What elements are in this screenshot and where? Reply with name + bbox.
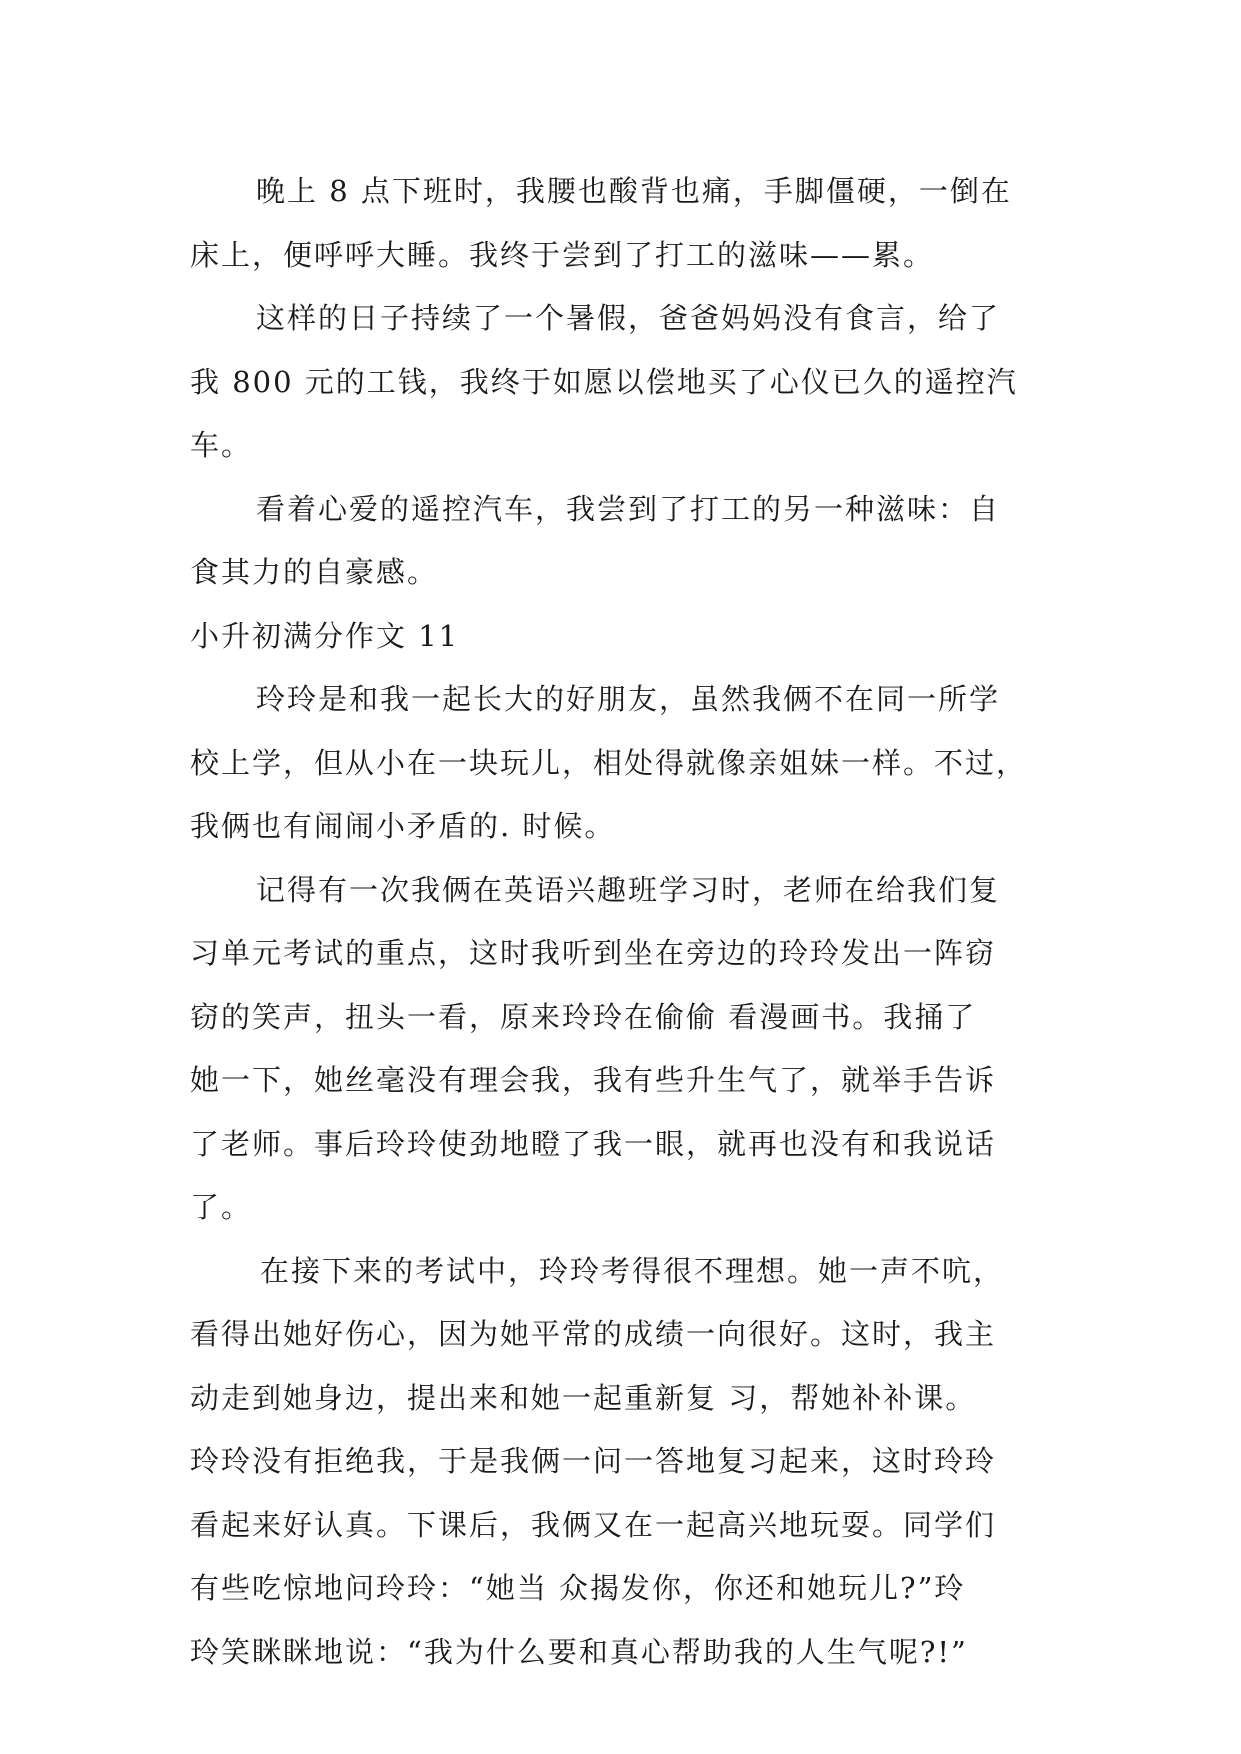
text-line: 玲玲没有拒绝我，于是我俩一问一答地复习起来，这时玲玲 [190,1444,997,1478]
text-line: 她一下，她丝毫没有理会我，我有些升生气了，就举手告诉 [190,1063,997,1097]
text-line: 看得出她好伤心，因为她平常的成绩一向很好。这时，我主 [190,1317,997,1351]
text-line: 窃的笑声，扭头一看，原来玲玲在偷偷 看漫画书。我捅了 [190,999,977,1034]
text-line: 我俩也有闹闹小矛盾的. 时候。 [190,809,616,843]
section-heading: 小升初满分作文 11 [190,618,460,653]
text-line: 动走到她身边，提出来和她一起重新复 习，帮她补补课。 [190,1380,977,1415]
text-line: 看起来好认真。下课后，我俩又在一起高兴地玩耍。同学们 [190,1507,997,1542]
text-line: 车。 [190,428,253,462]
text-line: 习单元考试的重点，这时我听到坐在旁边的玲玲发出一阵窃 [190,936,997,970]
text-line: 了老师。事后玲玲使劲地瞪了我一眼，就再也没有和我说话 [190,1126,997,1161]
text-line: 在接下来的考试中，玲玲考得很不理想。她一声不吭， [260,1253,1005,1288]
text-line: 晚上 8 点下班时，我腰也酸背也痛，手脚僵硬，一倒在 [256,174,1012,208]
text-line: 校上学，但从小在一块玩儿，相处得就像亲姐妹一样。不过， [190,745,1028,780]
text-line: 玲笑眯眯地说：“我为什么要和真心帮助我的人生气呢?!” [190,1634,968,1669]
text-line: 这样的日子持续了一个暑假，爸爸妈妈没有食言，给了 [256,301,1001,335]
article-body [190,160,1070,1684]
text-line: 有些吃惊地问玲玲：“她当 众揭发你，你还和她玩儿?”玲 [190,1571,966,1605]
text-line: 食其力的自豪感。 [190,555,439,589]
text-line: 了。 [190,1190,253,1224]
text-line: 玲玲是和我一起长大的好朋友，虽然我俩不在同一所学 [256,682,1001,716]
text-line: 看着心爱的遥控汽车，我尝到了打工的另一种滋味：自 [256,491,1001,526]
text-line: 我 800 元的工钱，我终于如愿以偿地买了心仪已久的遥控汽 [190,364,1018,399]
text-line: 记得有一次我俩在英语兴趣班学习时，老师在给我们复 [256,872,1001,907]
text-line: 床上，便呼呼大睡。我终于尝到了打工的滋味——累。 [190,237,935,272]
